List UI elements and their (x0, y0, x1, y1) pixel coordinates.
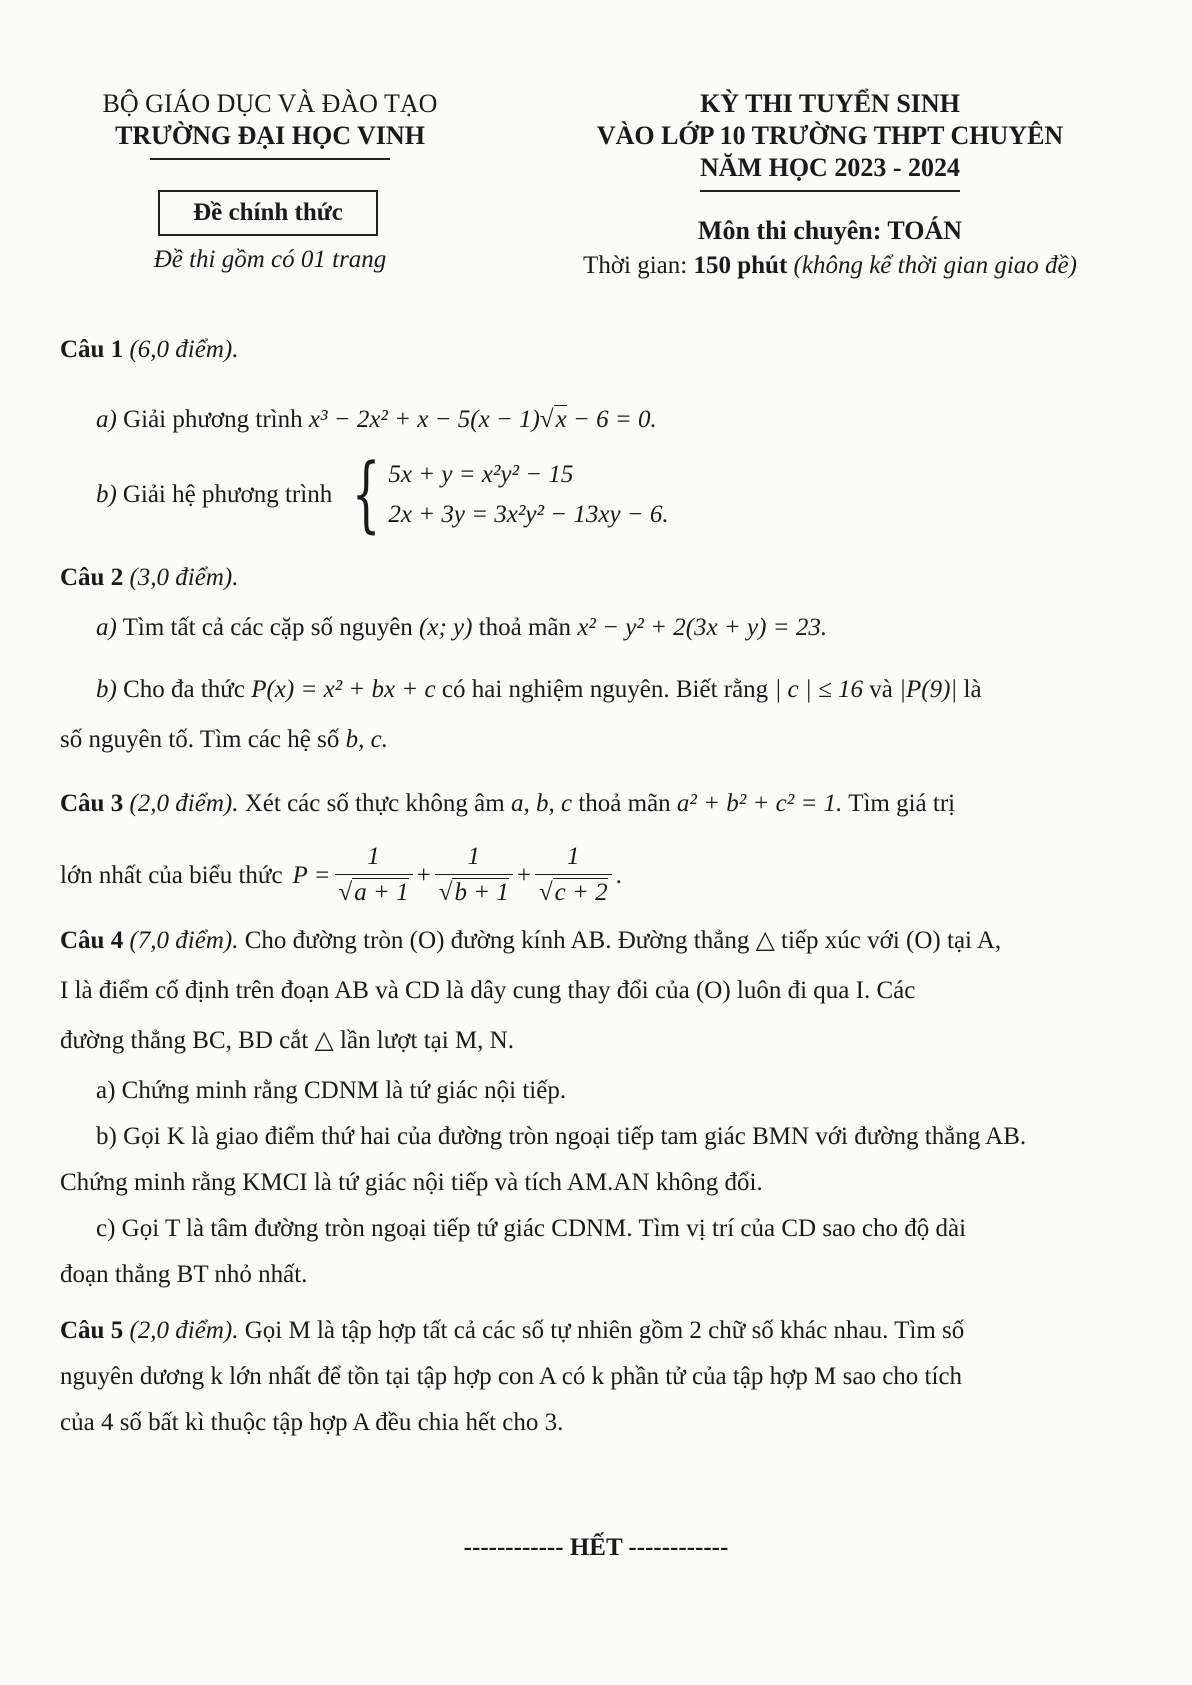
q3-line1 (60, 784, 1140, 824)
q5-line2: nguyên dương k lớn nhất để tồn tại tập hợp con A có k phần tử của tập hợp M sao cho tích (60, 1363, 963, 1390)
q5-line3: của 4 số bất kì thuộc tập hợp A đều chia hết cho 3. (60, 1409, 564, 1436)
q3-frac-2-num: 1 (435, 840, 513, 875)
q3-frac-1-den: a + 1 (354, 879, 409, 906)
official-label: Đề chính thức (193, 199, 343, 226)
q1a-equation: x³ − 2x² + x − 5(x − 1)√x − 6 = 0. (308, 406, 657, 433)
q4c-1: c) Gọi T là tâm đường tròn ngoại tiếp tứ giác CDNM. Tìm vị trí của CD sao cho độ dài (96, 1215, 967, 1242)
q3-frac-2: $\frac{1}{√b + 1}$ (435, 840, 513, 911)
q4c-2: đoạn thẳng BT nhỏ nhất. (60, 1261, 308, 1288)
q2b (60, 670, 1140, 710)
subject-line (520, 216, 1140, 246)
subject-name: TOÁN (887, 216, 963, 245)
time-label: Thời gian: (583, 252, 688, 279)
q4-intro-1 (60, 921, 1140, 961)
q5-points: (2,0 điểm). (129, 1317, 239, 1344)
q3-text1: Xét các số thực không âm (244, 790, 505, 817)
time-line (520, 252, 1140, 280)
q5-line1 (60, 1311, 1140, 1351)
q3-plus-2: + (516, 861, 531, 889)
q2b-line2 (60, 720, 1140, 760)
header-left (60, 88, 480, 160)
q2a (60, 608, 1140, 648)
q3-points: (2,0 điểm). (129, 790, 239, 817)
school-year: NĂM HỌC 2023 - 2024 (700, 153, 960, 182)
q3-plus-1: + (416, 861, 431, 889)
q3-frac-1-num: 1 (335, 840, 413, 875)
q2a-equation: x² − y² + 2(3x + y) = 23. (577, 614, 828, 641)
q3-dot: . (615, 861, 622, 889)
q1b-eq2: 2x + 3y = 3x²y² − 13xy − 6. (388, 501, 669, 528)
q2b-text: Cho đa thức (123, 676, 245, 703)
q4-intro-2: I là điểm cố định trên đoạn AB và CD là dây cung thay đổi của (O) luôn đi qua I. Các (60, 977, 916, 1004)
q4-title: Câu 4 (60, 927, 124, 954)
q1b (60, 447, 1140, 542)
q2b-text2: có hai nghiệm nguyên. Biết rằng (441, 676, 769, 703)
school-year-underline (700, 190, 960, 192)
q2b-coeffs: b, c. (345, 726, 388, 753)
q3-text2: thoả mãn (578, 790, 671, 817)
official-label-box (158, 190, 378, 236)
q3-text3: Tìm giá trị (848, 790, 956, 817)
q1b-system (340, 447, 669, 542)
q4-points: (7,0 điểm). (129, 927, 239, 954)
q4-intro-3: đường thẳng BC, BD cắt △ lần lượt tại M, N. (60, 1027, 514, 1054)
q5-title: Câu 5 (60, 1317, 124, 1344)
q3-p-eq: P = (292, 861, 331, 889)
time-value: 150 phút (693, 252, 788, 279)
q1a-eq-part1: x³ − 2x² + x − 5(x − 1) (308, 406, 540, 433)
header-right (520, 88, 1140, 192)
system-brace: { (351, 447, 381, 542)
q1a-text: Giải phương trình (123, 406, 303, 433)
exam-title: KỲ THI TUYỂN SINH (700, 89, 960, 118)
q1-points: (6,0 điểm). (129, 336, 239, 363)
q2b-poly: P(x) = x² + bx + c (251, 676, 436, 703)
q1a-eq-sqrt: x (555, 406, 567, 433)
q2b-and: và (869, 676, 893, 703)
q2a-text2: thoả mãn (478, 614, 572, 641)
q3-line2-text: lớn nhất của biểu thức (60, 861, 283, 889)
q3-cond: a² + b² + c² = 1. (676, 790, 843, 817)
q2a-text: Tìm tất cả các cặp số nguyên (122, 614, 413, 641)
q2-heading (60, 558, 1140, 598)
ministry-name: BỘ GIÁO DỤC VÀ ĐÀO TẠO (102, 89, 438, 118)
q4a: a) Chứng minh rằng CDNM là tứ giác nội tiếp. (96, 1077, 567, 1104)
subject-label: Môn thi chuyên: (697, 216, 882, 245)
q4b-1: b) Gọi K là giao điểm thứ hai của đường tròn ngoại tiếp tam giác BMN với đường thẳng AB. (96, 1123, 1027, 1150)
q1a-eq-part2: − 6 = 0. (566, 406, 657, 433)
end-mark: ------------ HẾT ------------ (463, 1534, 729, 1561)
q2b-label: b) (96, 676, 117, 703)
q3-frac-3: $\frac{1}{√c + 2}$ (535, 840, 612, 911)
q1b-text: Giải hệ phương trình (122, 481, 333, 508)
q1a (60, 400, 1140, 440)
q2a-label: a) (96, 614, 117, 641)
q3-vars: a, b, c (510, 790, 573, 817)
q2b-p9: |P(9)| (899, 676, 958, 703)
exam-body (60, 330, 1140, 1443)
university-name: TRƯỜNG ĐẠI HỌC VINH (115, 121, 425, 150)
q2-title: Câu 2 (60, 564, 124, 591)
q2b-cond: | c | ≤ 16 (774, 676, 863, 703)
q4-intro-1-text: Cho đường tròn (O) đường kính AB. Đường thẳng △ tiếp xúc với (O) tại A, (244, 927, 1002, 954)
q2a-pair: (x; y) (419, 614, 473, 641)
q2-points: (3,0 điểm). (129, 564, 239, 591)
q5-line1-text: Gọi M là tập hợp tất cả các số tự nhiên gồm 2 chữ số khác nhau. Tìm số (244, 1317, 965, 1344)
q1-title: Câu 1 (60, 336, 124, 363)
q3-frac-2-den: b + 1 (454, 879, 509, 906)
time-note: (không kể thời gian giao đề) (793, 252, 1077, 279)
q2b-is: là (963, 676, 982, 703)
q1b-eq1: 5x + y = x²y² − 15 (388, 461, 574, 488)
university-underline (150, 158, 390, 160)
q3-frac-3-num: 1 (535, 840, 612, 875)
exam-subtitle: VÀO LỚP 10 TRƯỜNG THPT CHUYÊN (596, 121, 1064, 150)
q3-title: Câu 3 (60, 790, 124, 817)
q1b-label: b) (96, 481, 117, 508)
q1-heading (60, 330, 1140, 370)
pages-note: Đề thi gồm có 01 trang (153, 246, 387, 273)
q2b-line2-text: số nguyên tố. Tìm các hệ số (60, 726, 340, 753)
q1a-label: a) (96, 406, 117, 433)
q4b-2: Chứng minh rằng KMCI là tứ giác nội tiếp và tích AM.AN không đổi. (60, 1169, 763, 1196)
q3-frac-3-den: c + 2 (554, 879, 608, 906)
q3-frac-1: $\frac{1}{√a + 1}$ (335, 840, 413, 911)
q3-line2 (60, 840, 1140, 911)
